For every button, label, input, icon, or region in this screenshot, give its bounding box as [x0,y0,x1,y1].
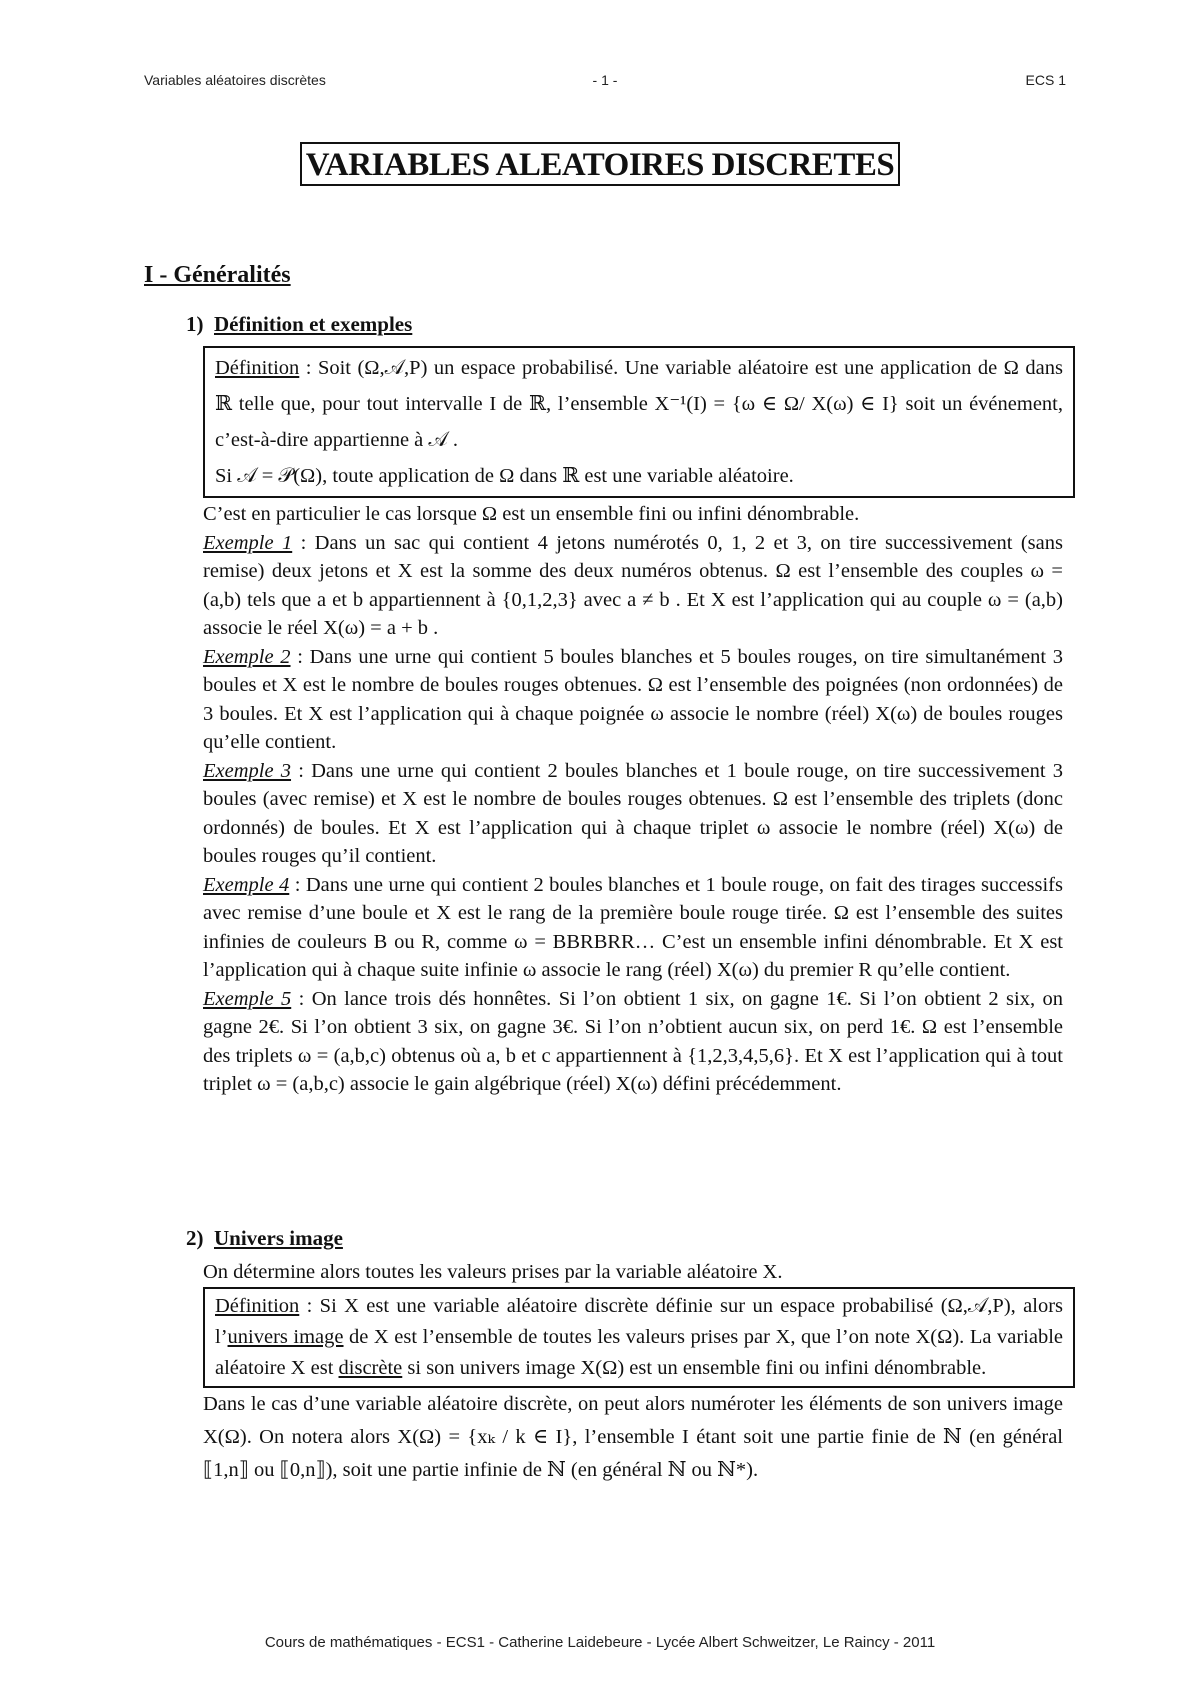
after-definition-1: C’est en particulier le cas lorsque Ω est un ensemble fini ou infini dénombrable. [203,503,860,525]
example-5-text: : On lance trois dés honnêtes. Si l’on obtient 1 six, on gagne 1€. Si l’on obtient 2 six, on gagne 2€. Si l’on obtient 3 six, on gagne 3€. Si l’on n’obtient aucun six, on perd 1€. Ω est l’ensemble des triplets ω = (a,b,c) obtenus où a, b et c appartiennent à {1,2,3,4,5,6}. Et X est l’application qui à tout triplet ω = (a,b,c) associe le gain algébrique (réel) X(ω) défini précédemment. [203,987,1063,1095]
example-4-label: Exemple 4 [203,873,290,896]
example-5-label: Exemple 5 [203,987,292,1010]
definition-1-note: Si 𝒜 = 𝒫(Ω), toute application de Ω dans ℝ est une variable aléatoire. [215,465,794,487]
section-title: I - Généralités [144,262,291,288]
example-1-text: : Dans un sac qui contient 4 jetons numérotés 0, 1, 2 et 3, on tire successivement (sans remise) deux jetons et X est la somme des deux numéros obtenus. Ω est l’ensemble des couples ω = (a,b) tels que a et b appartiennent à {0,1,2,3} avec a ≠ b . Et X est l’application qui au couple ω = (a,b) associe le réel X(ω) = a + b . [203,531,1063,639]
subsection-2-title: Univers image [214,1226,343,1250]
subsection-1-number: 1) [186,312,204,336]
definition-1-text [215,350,1063,458]
header-page-number: - 1 - [592,72,618,88]
subsection-1 [186,312,412,337]
example-2-label: Exemple 2 [203,645,291,668]
header-left: Variables aléatoires discrètes [144,72,326,88]
example-3 [203,757,1063,871]
definition-2-text [215,1291,1063,1384]
page-footer: Cours de mathématiques - ECS1 - Catherine Laidebeure - Lycée Albert Schweitzer, Le Raincy - 2011 [264,1634,936,1651]
part-2-content [203,1258,1063,1487]
subsection-2 [186,1226,343,1251]
definition-2-part2: de X est l’ensemble de toutes les valeurs prises par X, que l’on note X(Ω). La variable aléatoire X est [215,1325,1063,1379]
example-3-text: : Dans une urne qui contient 2 boules blanches et 1 boule rouge, on tire successivement 3 boules (avec remise) et X est le nombre de boules rouges obtenues. Ω est l’ensemble des triplets (donc ordonnés) de boules. Et X est l’application qui à chaque triplet ω associe le nombre (réel) X(ω) de boules rouges qu’il contient. [203,759,1063,867]
running-header [144,72,1066,92]
example-1 [203,529,1063,643]
example-2 [203,643,1063,757]
example-4-text: : Dans une urne qui contient 2 boules blanches et 1 boule rouge, on fait des tirages successifs avec remise d’une boule et X est le rang de la première boule rouge tirée. Ω est l’ensemble des suites infinies de couleurs B ou R, comme ω = BBRBRR… C’est un ensemble infini dénombrable. Et X est l’application qui à chaque suite infinie ω associe le rang (réel) X(ω) du premier R qu’elle contient. [203,873,1063,981]
example-4 [203,871,1063,985]
definition-2-part1: : Si X est une variable aléatoire discrète définie sur un espace probabilisé (Ω,𝒜,P), alors l’ [215,1294,1063,1348]
definition-1-label: Définition [215,357,300,379]
definition-2-label: Définition [215,1294,300,1317]
example-5 [203,985,1063,1099]
title-wrap [0,142,1200,186]
definition-1-body: : Soit (Ω,𝒜,P) un espace probabilisé. Une variable aléatoire est une application de Ω dans ℝ telle que, pour tout intervalle I de ℝ, l’ensemble X⁻¹(I) = {ω ∈ Ω/ X(ω) ∈ I} soit un événement, c’est-à-dire appartienne à 𝒜 . [215,357,1063,451]
definition-box-2 [203,1287,1075,1388]
after-definition-2: Dans le cas d’une variable aléatoire discrète, on peut alors numéroter les éléments de son univers image X(Ω). On notera alors X(Ω) = {xₖ / k ∈ I}, l’ensemble I étant soit une partie finie de ℕ (en général ⟦1,n⟧ ou ⟦0,n⟧), soit une partie infinie de ℕ (en général ℕ ou ℕ*). [203,1392,1063,1481]
example-1-label: Exemple 1 [203,531,293,554]
header-right: ECS 1 [1025,72,1066,88]
part-1-content [203,346,1063,1099]
definition-2-term-univers-image: univers image [227,1325,344,1348]
subsection-1-title: Définition et exemples [214,312,413,336]
univers-intro: On détermine alors toutes les valeurs prises par la variable aléatoire X. [203,1261,783,1283]
definition-box-1 [203,346,1075,498]
example-3-label: Exemple 3 [203,759,292,782]
subsection-2-number: 2) [186,1226,204,1250]
example-2-text: : Dans une urne qui contient 5 boules blanches et 5 boules rouges, on tire simultanément 3 boules et X est le nombre de boules rouges obtenues. Ω est l’ensemble des poignées (non ordonnées) de 3 boules. Et X est l’application qui à chaque poignée ω associe le nombre (réel) X(ω) de boules rouges qu’elle contient. [203,645,1063,753]
definition-2-term-discrete: discrète [338,1356,403,1379]
document-title: VARIABLES ALEATOIRES DISCRETES [300,142,900,186]
definition-2-part3: si son univers image X(Ω) est un ensemble fini ou infini dénombrable. [402,1356,987,1379]
